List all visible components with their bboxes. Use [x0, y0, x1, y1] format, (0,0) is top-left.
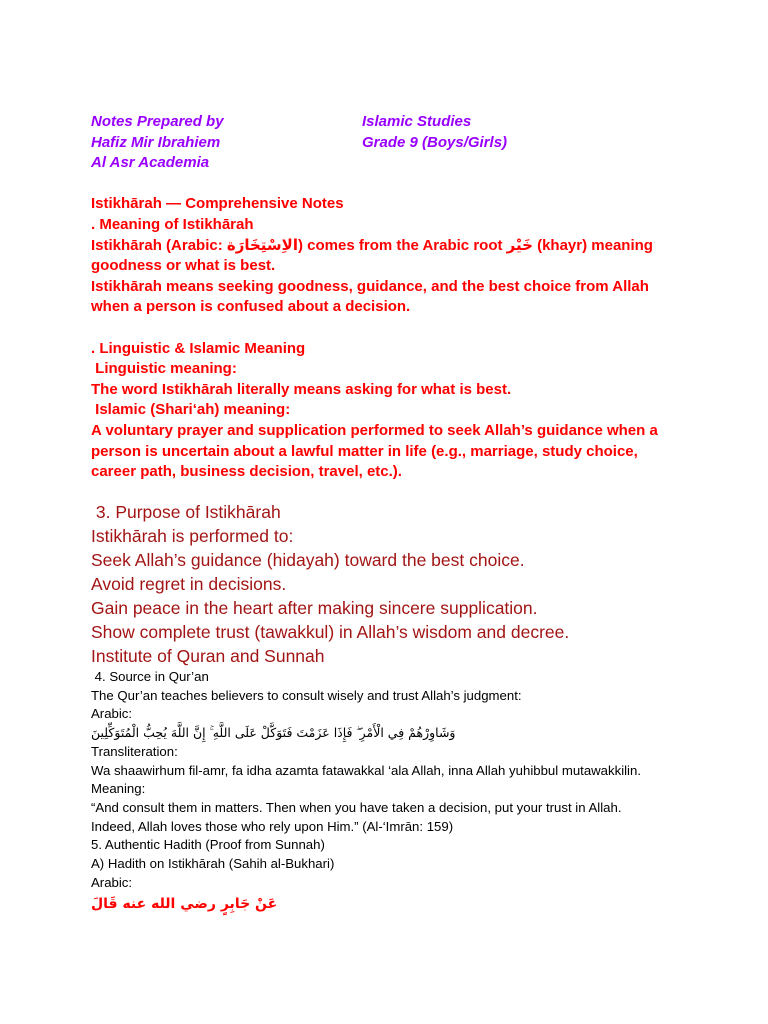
meaning-heading: . Meaning of Istikhārah	[91, 215, 254, 233]
hadith-arabic-text: عَنْ جَابِرٍ رضي الله عنه قَالَ	[91, 896, 278, 913]
quran-meaning-line: Indeed, Allah loves those who rely upon Him.” (Al-‘Imrān: 159)	[91, 818, 454, 834]
header-and-notes-block	[91, 112, 731, 483]
purpose-intro: Istikhārah is performed to:	[91, 526, 294, 546]
islamic-meaning-line: person is uncertain about a lawful matter in life (e.g., marriage, study choice,	[91, 442, 638, 460]
purpose-point: Avoid regret in decisions.	[91, 574, 287, 594]
meaning-line: when a person is confused about a decision.	[91, 298, 411, 316]
purpose-section	[91, 500, 731, 668]
purpose-point: Gain peace in the heart after making sincere supplication.	[91, 598, 538, 618]
notes-title: Istikhārah — Comprehensive Notes	[91, 195, 344, 213]
prepared-by-label: Notes Prepared by	[91, 113, 224, 130]
purpose-source-note: Institute of Quran and Sunnah	[91, 646, 325, 666]
quran-source-heading: 4. Source in Qur’an	[91, 669, 209, 684]
linguistic-meaning-label: Linguistic meaning:	[91, 360, 237, 378]
linguistic-islamic-heading: . Linguistic & Islamic Meaning	[91, 339, 306, 357]
hadith-heading: 5. Authentic Hadith (Proof from Sunnah)	[91, 837, 325, 853]
quran-arabic-label: Arabic:	[91, 706, 133, 722]
hadith-arabic-label: Arabic:	[91, 874, 133, 890]
islamic-meaning-line: A voluntary prayer and supplication performed to seek Allah’s guidance when a	[91, 421, 658, 439]
blank-line	[91, 318, 731, 339]
quran-arabic-verse: وَشَاوِرْهُمْ فِي الْأَمْرِ ۖ فَإِذَا عَزَمْتَ فَتَوَكَّلْ عَلَى اللَّهِ ۚ إِنَّ اللَّهَ يُحِبُّ الْمُتَوَكِّلِينَ	[91, 725, 456, 741]
purpose-heading: 3. Purpose of Istikhārah	[91, 502, 281, 522]
quran-source-intro: The Qur’an teaches believers to consult wisely and trust Allah’s judgment:	[91, 687, 522, 703]
grade-label: Grade 9 (Boys/Girls)	[362, 133, 508, 151]
transliteration-label: Transliteration:	[91, 743, 178, 759]
meaning-line: goodness or what is best.	[91, 257, 276, 275]
subject-label: Islamic Studies	[362, 113, 472, 130]
header-row	[91, 133, 731, 154]
author-name: Hafiz Mir Ibrahiem	[91, 133, 221, 151]
quran-meaning-line: “And consult them in matters. Then when you have taken a decision, put your trust in Allah.	[91, 799, 622, 815]
linguistic-meaning-text: The word Istikhārah literally means asking for what is best.	[91, 380, 512, 398]
quran-meaning-label: Meaning:	[91, 781, 146, 797]
meaning-line: Istikhārah (Arabic: الاِسْتِخَارَة) comes from the Arabic root خَيْر (khayr) meaning	[91, 236, 653, 254]
blank-line	[91, 174, 731, 195]
header-row	[91, 112, 731, 133]
hadith-subheading: A) Hadith on Istikhārah (Sahih al-Bukhari)	[91, 856, 335, 872]
header-row	[91, 153, 731, 174]
academy-name: Al Asr Academia	[91, 154, 210, 172]
transliteration-text: Wa shaawirhum fil-amr, fa idha azamta fatawakkal ‘ala Allah, inna Allah yuhibbul mutawakkilin.	[91, 762, 641, 778]
islamic-meaning-line: career path, business decision, travel, etc.).	[91, 463, 402, 481]
purpose-point: Show complete trust (tawakkul) in Allah’s wisdom and decree.	[91, 622, 570, 642]
islamic-meaning-label: Islamic (Shari‘ah) meaning:	[91, 401, 291, 419]
meaning-line: Istikhārah means seeking goodness, guidance, and the best choice from Allah	[91, 277, 649, 295]
quran-and-hadith-section	[91, 668, 731, 916]
purpose-point: Seek Allah’s guidance (hidayah) toward the best choice.	[91, 550, 525, 570]
